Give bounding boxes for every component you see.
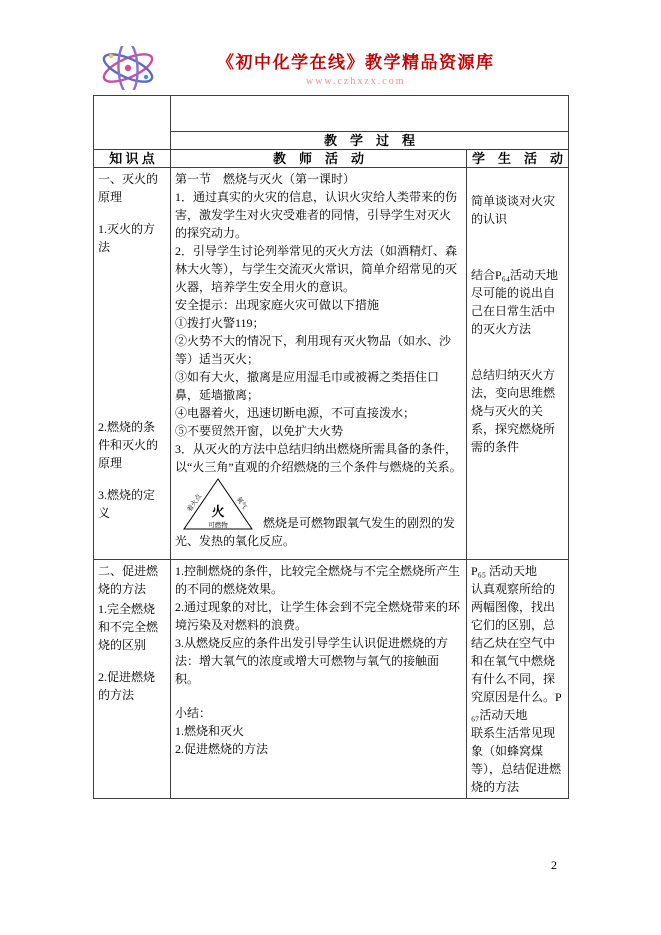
summary-title: 小结： [175, 706, 212, 720]
knowledge-point: 二、促进燃烧的方法 [98, 564, 159, 596]
student-activity-cell-section2 [467, 560, 569, 799]
combustion-definition-line2: 光、发热的氧化反应。 [175, 534, 296, 548]
fire-triangle-block [175, 476, 462, 532]
knowledge-cell-section2 [94, 560, 171, 799]
teacher-paragraph: 1．通过真实的火灾的信息，认识火灾给人类带来的伤害，激发学生对火灾受难者的同情，引导学生对灭火的探究动力。 [175, 190, 458, 240]
combustion-definition-line1: 燃烧是可燃物跟氧气发生的剧烈的发 [263, 516, 456, 530]
fire-triangle-center-label: 火 [211, 504, 225, 519]
student-activity: 尽可能的说出自己在日常生活中的灭火方法 [471, 286, 556, 336]
student-activity-cell-section1 [467, 168, 569, 560]
fire-triangle-left-label: 着火点 [186, 493, 204, 514]
knowledge-point: 3.燃烧的定义 [98, 488, 156, 520]
lesson-title: 第一节 燃烧与灭火（第一课时） [175, 172, 356, 186]
knowledge-point: 1.完全燃烧和不完全燃烧的区别 [98, 602, 159, 652]
safety-step: ①拨打火警119； [175, 316, 265, 330]
empty-corner-cell [94, 96, 171, 150]
teacher-activity-cell-section1 [171, 168, 467, 560]
student-activity: 认真观察所给的两幅图像，找出它们的区别，总结乙炔在空气中和在氧气中燃烧有什么不同，探究原因是什么。P₆₇活动天地 [471, 582, 562, 722]
fire-triangle-bottom-label: 可燃物 [208, 522, 228, 529]
summary-item: 1.燃烧和灭火 [175, 724, 245, 738]
column-header-student: 学 生 活 动 [467, 150, 569, 168]
knowledge-point: 1.灭火的方法 [98, 222, 156, 254]
empty-top-cell [171, 96, 569, 132]
safety-step: ③如有大火，撤离是应用湿毛巾或被褥之类捂住口鼻，延墙撤离； [175, 370, 440, 402]
site-title: 《初中化学在线》教学精品资源库 [217, 53, 495, 72]
summary-item: 2.促进燃烧的方法 [175, 742, 269, 756]
teacher-activity-cell-section2 [171, 560, 467, 799]
teacher-paragraph: 2.通过现象的对比，让学生体会到不完全燃烧带来的环境污染及对燃料的浪费。 [175, 600, 461, 632]
knowledge-point: 2.促进燃烧的方法 [98, 670, 156, 702]
teacher-paragraph: 3.从燃烧反应的条件出发引导学生认识促进燃烧的方法：增大氧气的浓度或增大可燃物与氧气的接触面积。 [175, 636, 449, 686]
site-header [99, 46, 495, 90]
safety-step: ④电器着火，迅速切断电源，不可直接泼水； [175, 406, 416, 420]
knowledge-point: 一、灭火的原理 [98, 172, 159, 204]
page-number: 2 [551, 858, 557, 872]
fire-triangle-diagram [181, 476, 255, 532]
teacher-paragraph: 2．引导学生讨论列举常见的灭火方法（如酒精灯、森林大火等），与学生交流灭火常识，简单介绍常见的灭火器，培养学生安全用火的意识。 [175, 244, 458, 294]
table-row-section2 [94, 560, 569, 799]
safety-step: ⑤不要贸然开窗，以免扩大火势 [175, 424, 344, 438]
knowledge-point: 2.燃烧的条件和灭火的原理 [98, 420, 159, 470]
student-activity: 总结归纳灭火方法，变向思维燃烧与灭火的关系，探究燃烧所需的条件 [471, 368, 556, 454]
process-title-cell: 教 学 过 程 [171, 132, 569, 150]
column-header-teacher: 教 师 活 动 [171, 150, 467, 168]
lesson-plan-table [93, 95, 569, 799]
safety-step: ②火势不大的情况下，利用现有灭火物品（如水、沙等）适当灭火； [175, 334, 452, 366]
table-row-section1 [94, 168, 569, 560]
teacher-paragraph: 1.控制燃烧的条件，比较完全燃烧与不完全燃烧所产生的不同的燃烧效果。 [175, 564, 461, 596]
teacher-paragraph: 3．从灭火的方法中总结归纳出燃烧所需具备的条件，以“火三角”直观的介绍燃烧的三个条件与燃烧的关系。 [175, 442, 462, 474]
atom-logo-icon [99, 46, 157, 90]
student-activity: P₆₅ 活动天地 [471, 564, 538, 578]
site-url-link[interactable]: www.czhxzx.com [305, 76, 406, 87]
knowledge-cell-section1 [94, 168, 171, 560]
fire-triangle-right-label: 氧气 [234, 495, 248, 511]
student-activity: 结合P₆₄活动天地 [471, 268, 559, 282]
student-activity: 简单谈谈对火灾的认识 [471, 194, 556, 226]
safety-tip: 安全提示：出现家庭火灾可做以下措施 [175, 298, 380, 312]
site-header-text [217, 48, 495, 87]
column-header-knowledge: 知 识 点 [94, 150, 171, 168]
student-activity: 联系生活常见现象（如蜂窝煤等），总结促进燃烧的方法 [471, 726, 562, 794]
